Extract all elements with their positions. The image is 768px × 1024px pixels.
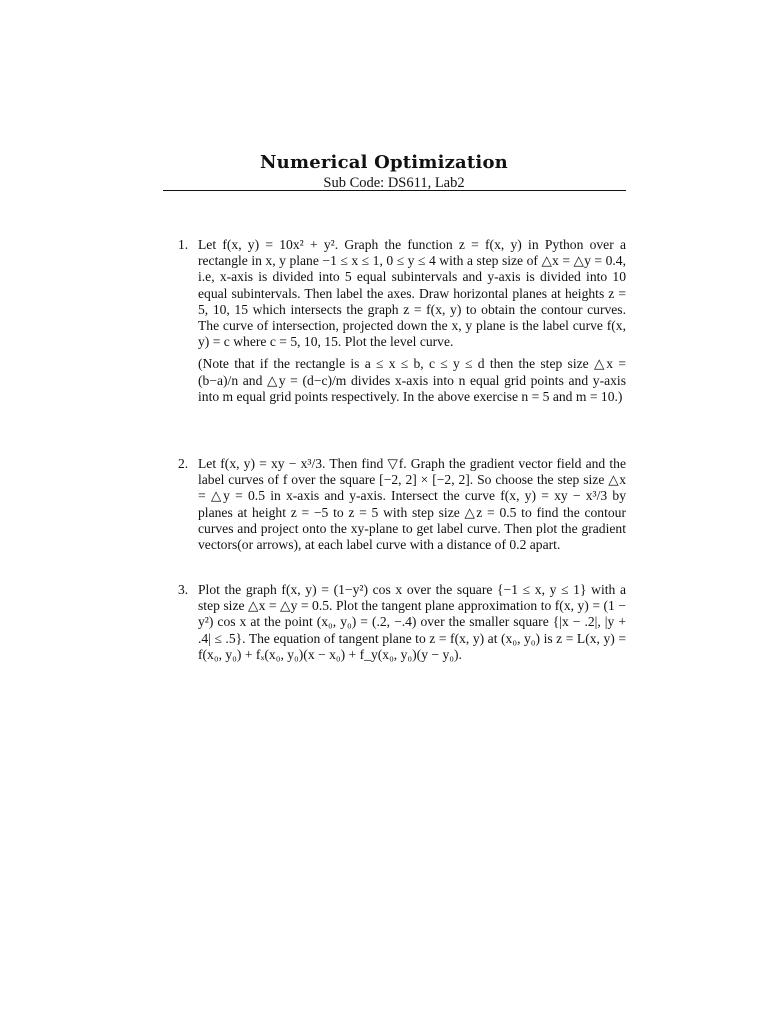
document-title: Numerical Optimization	[260, 152, 508, 173]
exercise-item-3	[178, 582, 626, 663]
exercise-text: Let f(x, y) = xy − x³/3. Then find ▽f. Graph the gradient vector field and the label curves of f over the square [−2, 2] × [−2, 2]. So choose the step size △x = △y = 0.5 in x-axis and y-axis. Intersect the curve f(x, y) = xy − x³/3 by planes at height z = −5 to z = 5 with step size △z = 0.5 to find the contour curves and project onto the xy-plane to get label curve. Then plot the gradient vectors(or arrows), at each label curve with a distance of 0.2 apart.	[198, 456, 626, 553]
header-rule	[163, 190, 626, 191]
exercise-number: 1.	[178, 237, 189, 252]
exercise-text: Plot the graph f(x, y) = (1−y²) cos x over the square {−1 ≤ x, y ≤ 1} with a step size △x = △y = 0.5. Plot the tangent plane approximation to f(x, y) = (1 − y²) cos x at the point (x₀, y₀) = (.2, −.4) over the smaller square {|x − .2|, |y + .4| ≤ .5}. The equation of tangent plane to z = f(x, y) at (x₀, y₀) is z = L(x, y) = f(x₀, y₀) + fₓ(x₀, y₀)(x − x₀) + f_y(x₀, y₀)(y − y₀).	[198, 582, 626, 662]
exercise-item-1	[178, 237, 626, 405]
exercise-text: Let f(x, y) = 10x² + y². Graph the function z = f(x, y) in Python over a rectangle in x, y plane −1 ≤ x ≤ 1, 0 ≤ y ≤ 4 with a step size of △x = △y = 0.4, i.e, x-axis is divided into 5 equal subintervals and y-axis is divided into 10 equal subintervals. Then label the axes. Draw horizontal planes at heights z = 5, 10, 15 which intersects the graph z = f(x, y) to obtain the contour curves. The curve of intersection, projected down the x, y plane is the label curve f(x, y) = c where c = 5, 10, 15. Plot the level curve.	[198, 237, 626, 350]
exercise-number: 2.	[178, 456, 189, 471]
exercise-item-2	[178, 456, 626, 553]
exercise-number: 3.	[178, 582, 189, 597]
exercise-note: (Note that if the rectangle is a ≤ x ≤ b, c ≤ y ≤ d then the step size △x = (b−a)/n and △y = (d−c)/m divides x-axis into n equal grid points and y-axis into m equal grid points respectively. In the above exercise n = 5 and m = 10.)	[198, 356, 626, 404]
document-subtitle: Sub Code: DS611, Lab2	[323, 175, 465, 191]
